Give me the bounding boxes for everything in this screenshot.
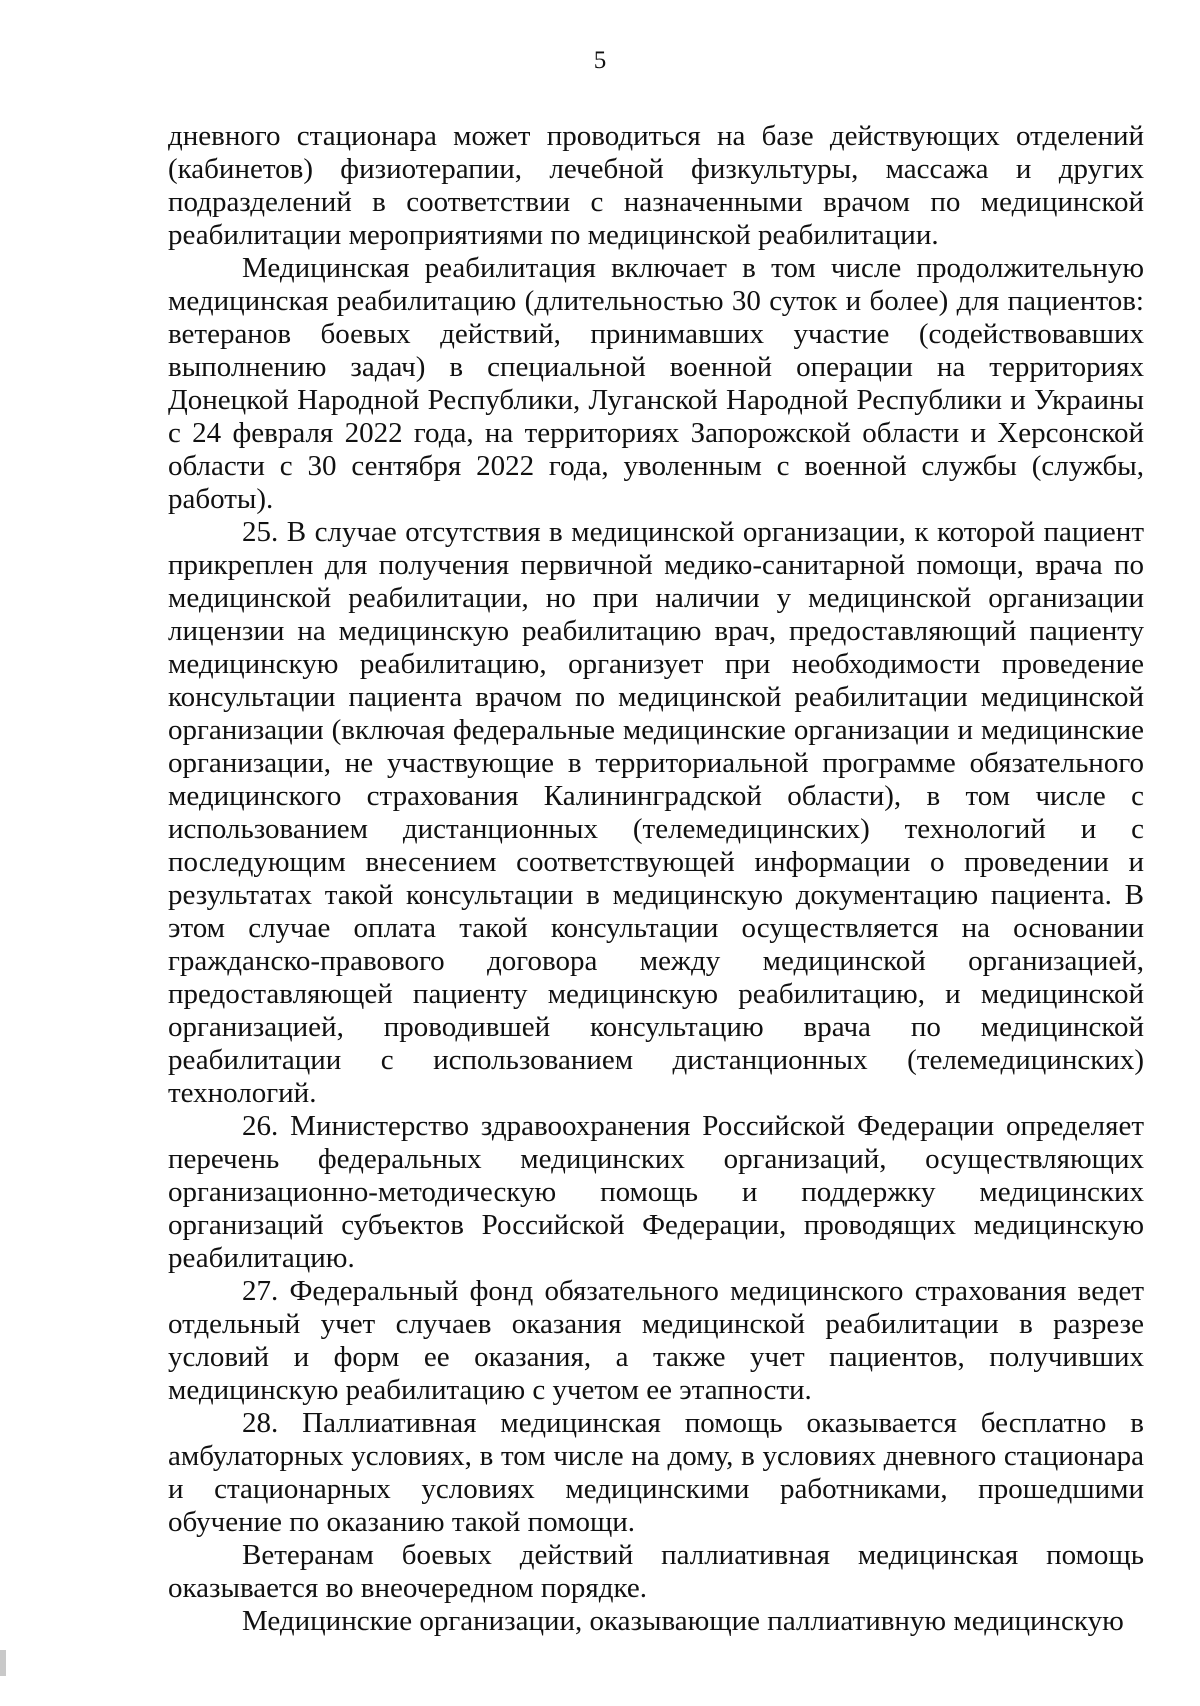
page-number: 5: [593, 47, 607, 74]
document-body: [168, 120, 1144, 1638]
paragraph-palliative-organizations: Медицинские организации, оказывающие паллиативную медицинскую: [242, 1605, 1124, 1637]
paragraph-27: 27. Федеральный фонд обязательного медицинского страхования ведет отдельный учет случаев оказания медицинской реабилитации в разрезе условий и форм ее оказания, а также учет пациентов, получивших медицинскую реабилитацию с учетом ее этапности.: [168, 1275, 1144, 1406]
paragraph-25: 25. В случае отсутствия в медицинской организации, к которой пациент прикреплен для получения первичной медико-санитарной помощи, врача по медицинской реабилитации, но при наличии у медицинской организации лицензии на медицинскую реабилитацию врач, предоставляющий пациенту медицинскую реабилитацию, организует при необходимости проведение консультации пациента врачом по медицинской реабилитации медицинской организации (включая федеральные медицинские организации и медицинские организации, не участвующие в территориальной программе обязательного медицинского страхования Калининградской области), в том числе с использованием дистанционных (телемедицинских) технологий и с последующим внесением соответствующей информации о проведении и результатах такой консультации в медицинскую документацию пациента. В этом случае оплата такой консультации осуществляется на основании гражданско-правового договора между медицинской организацией, предоставляющей пациенту медицинскую реабилитацию, и медицинской организацией, проводившей консультацию врача по медицинской реабилитации с использованием дистанционных (телемедицинских) технологий.: [168, 516, 1144, 1109]
paragraph-veterans-palliative: Ветеранам боевых действий паллиативная медицинская помощь оказывается во внеочередном порядке.: [168, 1539, 1144, 1604]
paragraph-26: 26. Министерство здравоохранения Российской Федерации определяет перечень федеральных медицинских организаций, осуществляющих организационно-методическую помощь и поддержку медицинских организаций субъектов Российской Федерации, проводящих медицинскую реабилитацию.: [168, 1110, 1144, 1274]
paragraph-28: 28. Паллиативная медицинская помощь оказывается бесплатно в амбулаторных условиях, в том числе на дому, в условиях дневного стационара и стационарных условиях медицинскими работниками, прошедшими обучение по оказанию такой помощи.: [168, 1407, 1144, 1538]
paragraph-continuation: дневного стационара может проводиться на базе действующих отделений (кабинетов) физиотерапии, лечебной физкультуры, массажа и других подразделений в соответствии с назначенными врачом по медицинской реабилитации мероприятиями по медицинской реабилитации.: [168, 120, 1144, 251]
paragraph-rehab-veterans: Медицинская реабилитация включает в том числе продолжительную медицинская реабилитацию (длительностью 30 суток и более) для пациентов: ветеранов боевых действий, принимавших участие (содействовавших выполнению задач) в специальной военной операции на территориях Донецкой Народной Республики, Луганской Народной Республики и Украины с 24 февраля 2022 года, на территориях Запорожской области и Херсонской области с 30 сентября 2022 года, уволенным с военной службы (службы, работы).: [168, 252, 1144, 515]
scan-edge-mark: [0, 1650, 6, 1676]
